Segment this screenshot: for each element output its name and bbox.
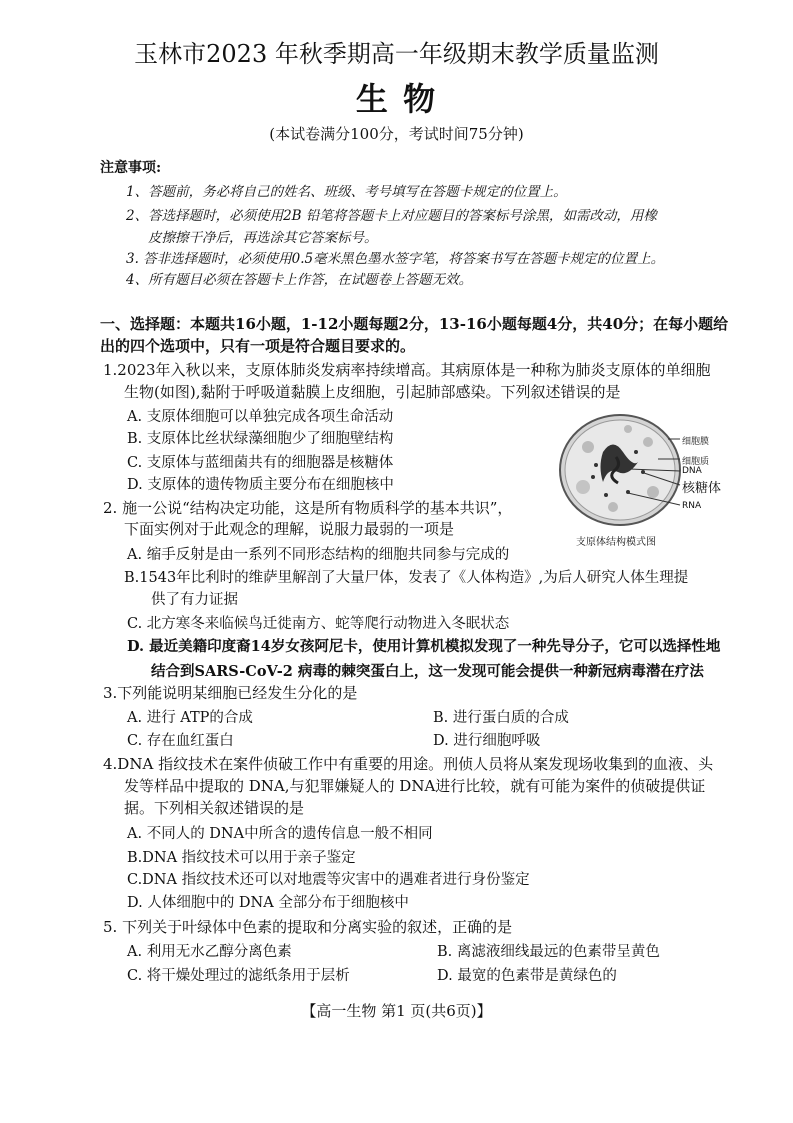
notice-item-2: 2、答选择题时，必须使用2B 铅笔将答题卡上对应题目的答案标号涂黑，如需改动，用橡 [126, 208, 657, 224]
q1-option-a: A. 支原体细胞可以单独完成各项生命活动 [127, 409, 394, 425]
section-heading-line1: 一、选择题：本题共16小题，1-12小题每题2分，13-16小题每题4分，共40分；在每小题给 [100, 315, 729, 333]
label-rna: RNA [682, 501, 702, 511]
q1-stem-line2: 生物(如图),黏附于呼吸道黏膜上皮细胞，引起肺部感染。下列叙述错误的是 [124, 383, 621, 401]
q1-option-c: C. 支原体与蓝细菌共有的细胞器是核糖体 [127, 455, 394, 471]
q2-option-a: A. 缩手反射是由一系列不同形态结构的细胞共同参与完成的 [127, 547, 510, 563]
q2-stem-line1: 2. 施一公说“结构决定功能，这是所有物质科学的基本共识”， [103, 499, 513, 517]
q4-stem-line2: 发等样品中提取的 DNA,与犯罪嫌疑人的 DNA进行比较，就有可能为案件的侦破提供证 [124, 777, 706, 795]
q4-option-c: C.DNA 指纹技术还可以对地震等灾害中的遇难者进行身份鉴定 [127, 872, 530, 888]
mycoplasma-diagram [558, 407, 748, 547]
q3-option-c: C. 存在血红蛋白 [127, 733, 234, 749]
q2-option-b-line2: 供了有力证据 [151, 592, 238, 608]
subject-heading: 生 物 [355, 80, 438, 118]
q4-option-b: B.DNA 指纹技术可以用于亲子鉴定 [127, 850, 356, 866]
q3-stem: 3.下列能说明某细胞已经发生分化的是 [103, 684, 358, 702]
figure-caption: 支原体结构模式图 [576, 537, 656, 548]
q4-stem-line1: 4.DNA 指纹技术在案件侦破工作中有重要的用途。刑侦人员将从案发现场收集到的血液、头 [103, 755, 714, 773]
score-note: (本试卷满分100分，考试时间75分钟) [269, 125, 524, 143]
notice-item-3: 3. 答非选择题时，必须使用0.5毫米黑色墨水签字笔，将答案书写在答题卡规定的位置上。 [126, 251, 665, 267]
q3-option-b: B. 进行蛋白质的合成 [433, 710, 569, 726]
label-cytoplasm: 细胞质 [682, 457, 710, 467]
q2-option-d-line1: D. 最近美籍印度裔14岁女孩阿尼卡，使用计算机模拟发现了一种先导分子，它可以选择性地 [127, 638, 721, 655]
q3-option-d: D. 进行细胞呼吸 [433, 733, 541, 749]
q5-option-c: C. 将干燥处理过的滤纸条用于层析 [127, 968, 350, 984]
q2-stem-line2: 下面实例对于此观念的理解，说服力最弱的一项是 [124, 520, 455, 538]
notice-item-2-cont: 皮擦擦干净后，再选涂其它答案标号。 [148, 230, 378, 246]
q2-option-b-line1: B.1543年比利时的维萨里解剖了大量尸体，发表了《人体构造》,为后人研究人体生理提 [124, 570, 689, 586]
q5-stem: 5. 下列关于叶绿体中色素的提取和分离实验的叙述，正确的是 [103, 918, 513, 936]
label-dna: DNA [682, 466, 702, 476]
q1-option-d: D. 支原体的遗传物质主要分布在细胞核中 [127, 477, 394, 493]
section-heading-line2: 出的四个选项中，只有一项是符合题目要求的。 [100, 337, 416, 355]
q5-option-d: D. 最宽的色素带是黄绿色的 [437, 968, 617, 984]
q5-option-a: A. 利用无水乙醇分离色素 [127, 944, 292, 960]
q2-option-c: C. 北方寒冬来临候鸟迁徙南方、蛇等爬行动物进入冬眠状态 [127, 616, 510, 632]
exam-title: 玉林市2023 年秋季期高一年级期末教学质量监测 [134, 40, 659, 68]
q4-option-d: D. 人体细胞中的 DNA 全部分布于细胞核中 [127, 895, 409, 911]
q4-stem-line3: 据。下列相关叙述错误的是 [124, 799, 305, 817]
q3-option-a: A. 进行 ATP的合成 [127, 710, 253, 726]
notice-item-1: 1、答题前，务必将自己的姓名、班级、考号填写在答题卡规定的位置上。 [126, 184, 567, 200]
label-cell-membrane: 细胞膜 [682, 437, 710, 447]
notice-item-4: 4、所有题目必须在答题卡上作答，在试题卷上答题无效。 [126, 272, 473, 288]
notice-heading: 注意事项: [100, 160, 162, 176]
q2-option-d-line2: 结合到SARS-CoV-2 病毒的棘突蛋白上，这一发现可能会提供一种新冠病毒潜在疗法 [151, 663, 704, 680]
label-ribosome: 核糖体 [682, 481, 722, 496]
page-footer: 【高一生物 第1 页(共6页)】 [301, 1002, 492, 1020]
q4-option-a: A. 不同人的 DNA中所含的遗传信息一般不相同 [127, 826, 433, 842]
q5-option-b: B. 离滤液细线最远的色素带呈黄色 [437, 944, 660, 960]
q1-option-b: B. 支原体比丝状绿藻细胞少了细胞壁结构 [127, 431, 394, 447]
q1-stem-line1: 1.2023年入秋以来，支原体肺炎发病率持续增高。其病原体是一种称为肺炎支原体的单细胞 [103, 361, 711, 379]
